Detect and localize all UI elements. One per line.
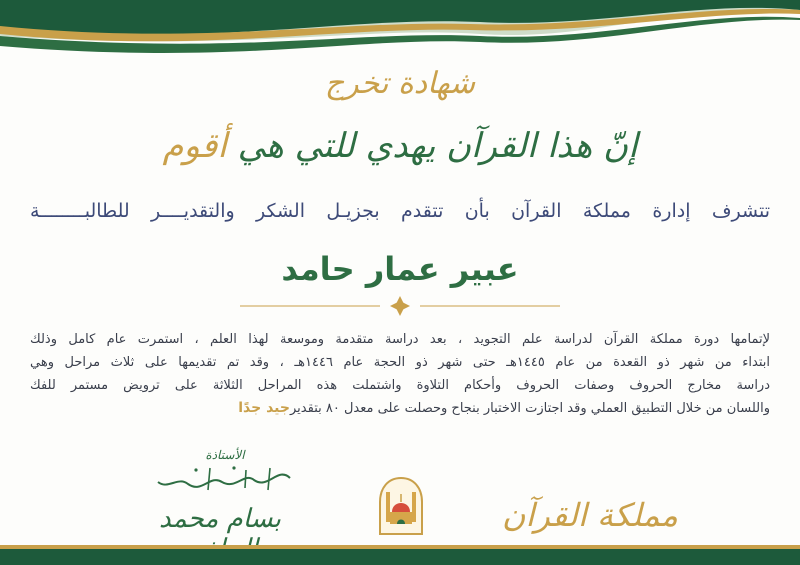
body-line-3: دراسة مخارج الحروف وصفات الحروف وأحكام التلاوة واشتملت هذه المراحل الثلاثة على ترويض مستمر للفك	[30, 378, 770, 393]
intro-line: تتشرف إدارة مملكة القرآن بأن تتقدم بجزيـل الشكر والتقديــــر للطالبــــــــة	[30, 200, 770, 222]
ornament-divider	[240, 294, 560, 318]
body-line-4	[30, 397, 770, 420]
mosque-logo-icon	[378, 476, 424, 540]
bottom-band	[0, 549, 800, 565]
brand-logotype: مملكة القرآن	[501, 496, 679, 534]
body-line-2: ابتداء من شهر ذو القعدة من عام ١٤٤٥هـ حتى شهر ذو الحجة عام ١٤٤٦هـ ، وقد تم تقديمها على ثلاث مراحل وهي	[30, 355, 770, 370]
body-line-1: لإتمامها دورة مملكة القرآن لدراسة علم التجويد ، بعد دراسة متقدمة وموسعة لهذا العلم ، استمرت عام كامل وذلك	[30, 332, 770, 347]
handwritten-signature	[150, 460, 300, 500]
certificate-body	[30, 328, 770, 420]
signature-block	[120, 446, 320, 556]
quran-verse	[0, 126, 800, 166]
verse-highlight: أقوم	[162, 126, 227, 166]
certificate-title: شهادة تخرج	[324, 66, 476, 101]
body-last-line: واللسان من خلال التطبيق العملي وقد اجتازت الاختبار بنجاح وحصلت على معدل ٨٠ بتقدير	[290, 401, 770, 416]
signature-caption: الأستاذة	[205, 448, 245, 462]
signatory-name: بسام محمد	[158, 504, 282, 534]
verse-text: إنّ هذا القرآن يهدي للتي هي	[226, 126, 638, 166]
student-name: عبير عمار حامد	[281, 250, 519, 288]
grade-value: جيد جدًا	[238, 400, 290, 416]
